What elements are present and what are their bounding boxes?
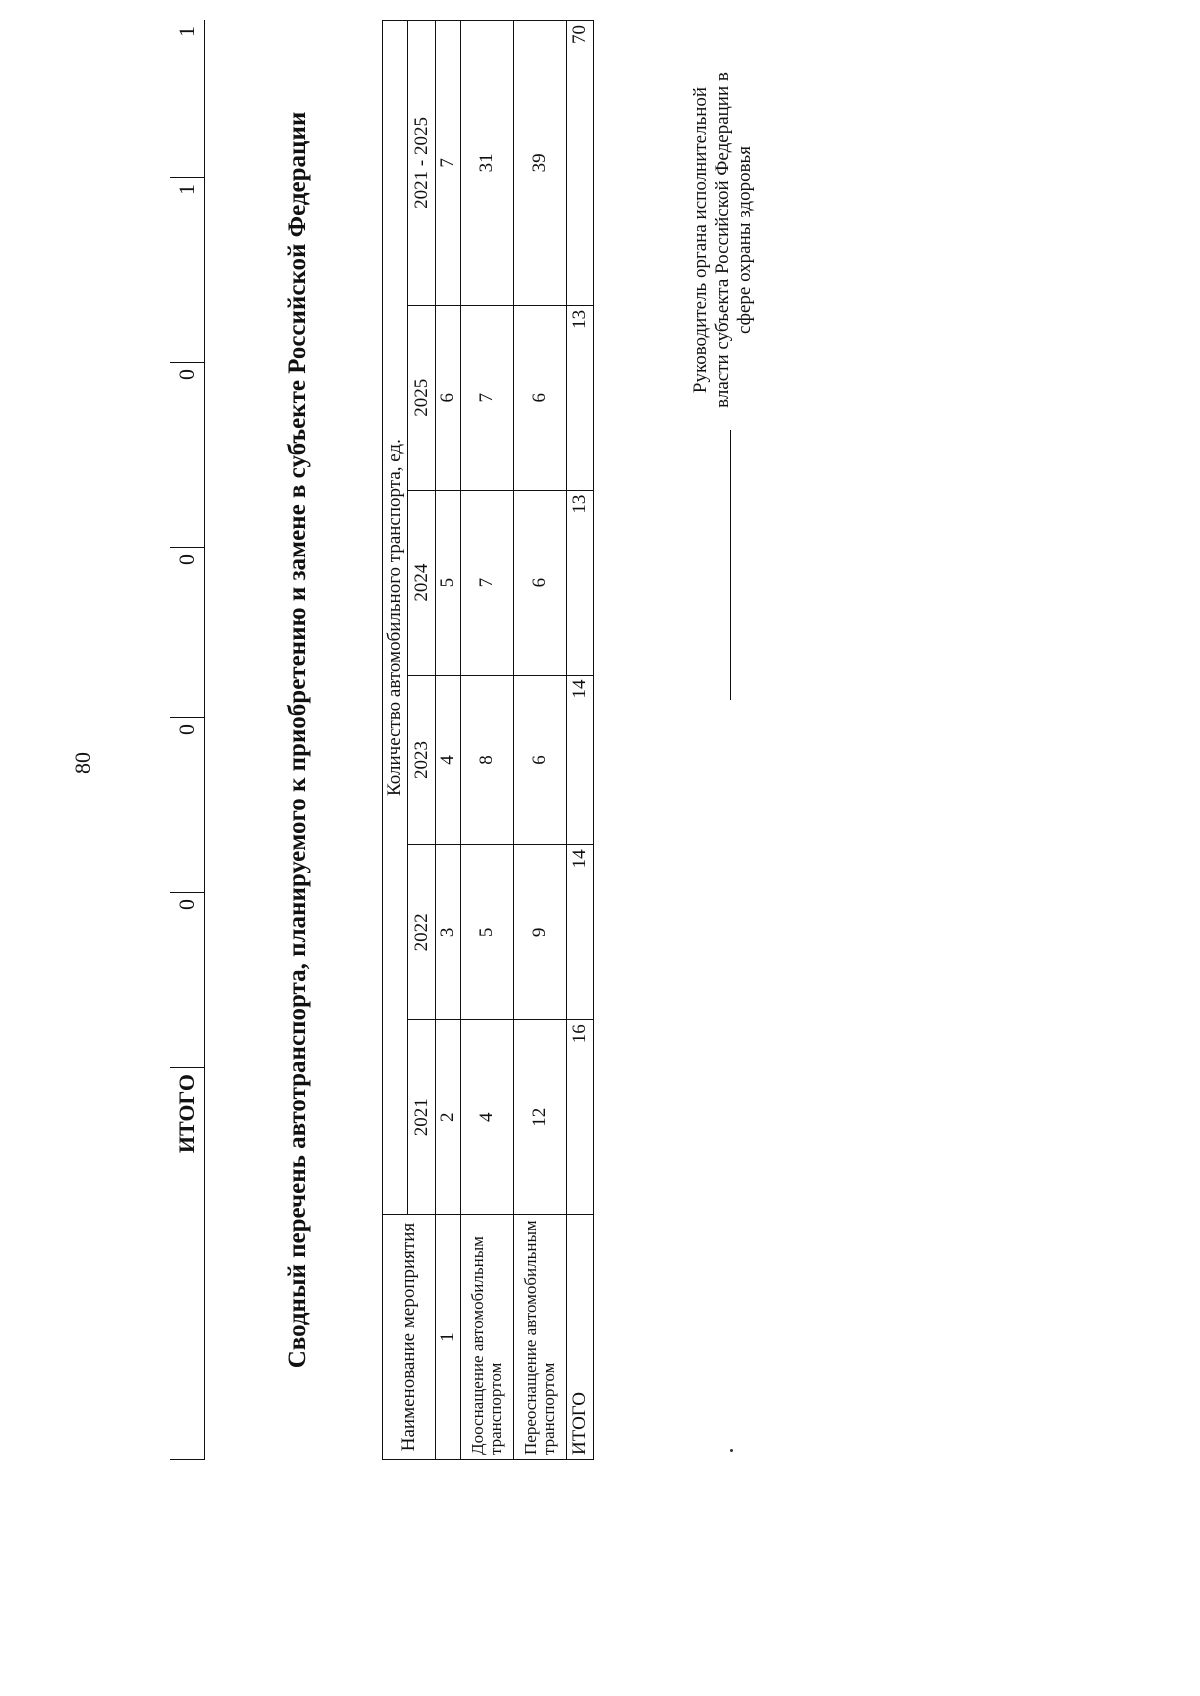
table-total-row: [567, 21, 594, 1460]
previous-total-label: ИТОГО: [170, 1068, 204, 1460]
cell-value: 31: [461, 21, 514, 306]
previous-table-total-row: [170, 20, 205, 1460]
vehicle-summary-table: [382, 20, 594, 1460]
total-value: 14: [567, 675, 594, 845]
header-year: 2025: [408, 305, 436, 490]
previous-total-value: 0: [170, 893, 204, 1068]
header-vehicle-count: Количество автомобильного транспорта, ед.: [383, 21, 408, 1215]
table-row: [461, 21, 514, 1460]
cell-value: 8: [461, 675, 514, 845]
total-value: 14: [567, 845, 594, 1020]
rotated-page: 80 ИТОГО 0 0 0 0 1 1 Сводный перечень автотранспорта, планируемого к приобретению и замене в субъекте Российской Федерации Наименование мероприятия Количество автомобильного транспорта, ед. 2021 2022 2023 2024 2025 2021 - 2025 1 2 3 4 5 6 7 Дооснащение автомобильным транспортом 4 5 8 7 7 31 Переоснащение автомобильным транспортом 12 9 6 6 6 39 ИТОГО 16 14 14 13 13 70 Руководитель органа исполнительной власти субъекта Российской Федерации в сфере охраны здоровья: [170, 20, 830, 1460]
column-number: 2: [436, 1020, 461, 1215]
cell-value: 7: [461, 305, 514, 490]
previous-total-value: 0: [170, 718, 204, 893]
signature-block: [690, 20, 810, 1460]
cell-value: 5: [461, 845, 514, 1020]
document-title: Сводный перечень автотранспорта, планируемого к приобретению и замене в субъекте Российской Федерации: [284, 111, 311, 1369]
header-year: 2023: [408, 675, 436, 845]
total-value: 13: [567, 490, 594, 675]
column-number: 5: [436, 490, 461, 675]
row-label: Дооснащение автомобильным транспортом: [461, 1215, 514, 1460]
column-number: 6: [436, 305, 461, 490]
row-label: Переоснащение автомобильным транспортом: [514, 1215, 567, 1460]
previous-total-value: 1: [170, 20, 204, 178]
header-year: 2021: [408, 1020, 436, 1215]
signature-line: [730, 430, 731, 700]
cell-value: 39: [514, 21, 567, 306]
header-year-range: 2021 - 2025: [408, 21, 436, 306]
column-number: 4: [436, 675, 461, 845]
header-year: 2022: [408, 845, 436, 1020]
cell-value: 7: [461, 490, 514, 675]
scan-dot: [730, 1449, 733, 1452]
previous-total-value: 0: [170, 363, 204, 548]
total-value: 16: [567, 1020, 594, 1215]
total-label: ИТОГО: [567, 1215, 594, 1460]
header-year: 2024: [408, 490, 436, 675]
column-number: 7: [436, 21, 461, 306]
column-number: 1: [436, 1215, 461, 1460]
total-value: 13: [567, 305, 594, 490]
previous-total-value: 0: [170, 548, 204, 718]
cell-value: 12: [514, 1020, 567, 1215]
header-activity-name: Наименование мероприятия: [383, 1215, 436, 1460]
column-number: 3: [436, 845, 461, 1020]
total-value: 70: [567, 21, 594, 306]
signature-caption: Руководитель органа исполнительной власти субъекта Российской Федерации в сфере охраны здоровья: [690, 72, 755, 408]
cell-value: 6: [514, 490, 567, 675]
cell-value: 6: [514, 305, 567, 490]
previous-total-value: 1: [170, 178, 204, 363]
cell-value: 4: [461, 1020, 514, 1215]
table-row: [514, 21, 567, 1460]
cell-value: 9: [514, 845, 567, 1020]
cell-value: 6: [514, 675, 567, 845]
